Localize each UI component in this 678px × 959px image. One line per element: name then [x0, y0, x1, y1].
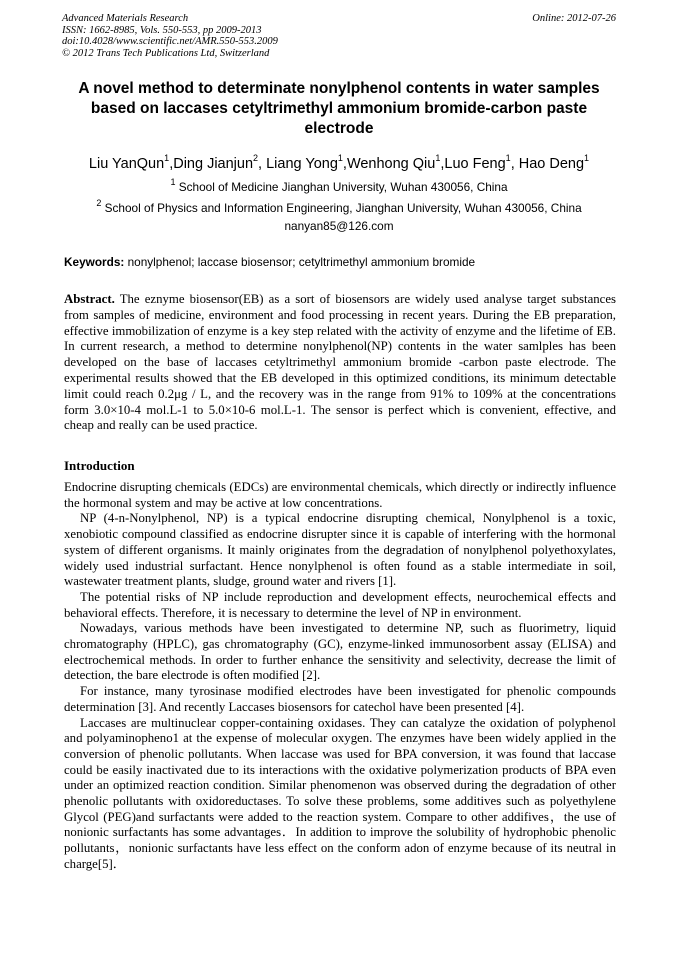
journal-copyright: © 2012 Trans Tech Publications Ltd, Switzerland	[62, 47, 270, 59]
affiliation-text: School of Physics and Information Engineering, Jianghan University, Wuhan 430056, China	[104, 200, 582, 215]
paragraph: Laccases are multinuclear copper-containing oxidases. They can catalyze the oxidation of polyphenol and polyaminopheno1 at the expense of molecular oxygen. The enzymes have been widely applied in the conversion of phenolic pollutants. When laccase was used for BPA conversion, it was found that laccase could be easily inactivated due to its interactions with the oxidative polymerization products of BPA even under an optimized reaction condition. Similar phenomenon was observed during the degradation of other phenolic pollutants with oxidoreductases. To solve these problems, some additives such as polyethylene Glycol (PEG)and surfactants were added to the reaction system. Compare to other addifives，the use of nonionic surfactants has some advantages．In addition to improve the solubility of hydrophobic phenolic pollutants，nonionic surfactants have less effect on the conform adon of enzyme because of its neutral in charge[5]．	[64, 715, 616, 871]
author-list: Liu YanQun$^1$,Ding Jianjun$^2$, Liang Yong$^1$,Wenhong Qiu$^1$,Luo Feng$^1$, Hao Deng$^1$	[88, 153, 590, 172]
abstract-text: The eznyme biosensor(EB) as a sort of biosensors are widely used analyse target substances from samples of medicine, environment and food processing in recent years. During the EB preparation, effective immobilization of enzyme is a key step related with the activity of enzyme and the lifetime of EB. In current research, a method to determine nonylphenol(NP) contents in the water samlples has been developed on the base of laccases cetyltrimethyl ammonium bromide -carbon paste electrode. The experimental results showed that the EB developed in this optimized conditions, its minimum detectable limit could reach 0.2μg / L, and the recovery was in the range from 91% to 109% at the concentrations form 3.0×10-4 mol.L-1 to 5.0×10-6 mol.L-1. The sensor is perfect which is convenient, effective, and cheap and really can be used practice.	[64, 292, 616, 433]
abstract-label: Abstract.	[64, 292, 115, 306]
section-heading-introduction: Introduction	[64, 458, 135, 473]
online-date: Online: 2012-07-26	[532, 13, 616, 24]
author-affiliation-mark: 1	[164, 153, 170, 163]
introduction-body	[64, 480, 616, 873]
author-name: Ding Jianjun	[173, 155, 254, 172]
paragraph: The potential risks of NP include reproduction and development effects, neurochemical effects and behavioral effects. Therefore, it is necessary to determine the level of NP in environment.	[64, 589, 616, 620]
keywords-label: Keywords:	[64, 255, 125, 269]
paragraph: Endocrine disrupting chemicals (EDCs) are environmental chemicals, which directly or indirectly influence the hormonal system and may be active at low concentrations.	[64, 480, 616, 510]
affiliation-1	[62, 176, 616, 195]
journal-header	[62, 13, 616, 59]
affiliation-number: 2	[96, 198, 102, 208]
author-affiliation-mark: 1	[584, 153, 590, 163]
paragraph: For instance, many tyrosinase modified electrodes have been investigated for phenolic compounds determination [3]. And recently Laccases biosensors for catechol have been presented [4].	[64, 684, 616, 714]
author-name: Liu YanQun	[88, 155, 165, 172]
author-email[interactable]: nanyan85@126.com	[284, 219, 394, 233]
author-name: Liang Yong	[266, 155, 338, 172]
keywords	[64, 255, 616, 270]
paper-title: A novel method to determinate nonylphenol contents in water samples based on laccases cetyltrimethyl ammonium bromide-carbon paste electrode	[78, 80, 600, 137]
affiliation-number: 1	[170, 177, 176, 187]
journal-name: Advanced Materials Research	[62, 13, 189, 24]
keywords-text: nonylphenol; laccase biosensor; cetyltrimethyl ammonium bromide	[127, 255, 476, 269]
affiliation-text: School of Medicine Jianghan University, Wuhan 430056, China	[178, 179, 508, 194]
author-affiliation-mark: 2	[253, 153, 259, 163]
author-affiliation-mark: 1	[337, 153, 343, 163]
author-name: Wenhong Qiu	[346, 155, 436, 172]
journal-issn: ISSN: 1662-8985, Vols. 550-553, pp 2009-2013	[62, 24, 262, 36]
author-name: Hao Deng	[518, 155, 585, 172]
author-affiliation-mark: 1	[505, 153, 511, 163]
abstract	[64, 292, 616, 434]
paragraph: Nowadays, various methods have been investigated to determine NP, such as fluorimetry, liquid chromatography (HPLC), gas chromatography (GC), enzyme-linked immunosorbent assay (ELISA) and electrochemical methods. In order to further enhance the sensitivity and selectivity, decrease the limit of detection, the bare electrode is often modified [2].	[64, 621, 616, 683]
paragraph: NP (4-n-Nonylphenol, NP) is a typical endocrine disrupting chemical, Nonylphenol is a toxic, xenobiotic compound classified as endocrine disrupter since it is capable of interfering with the hormonal system of different organisms. It mainly originates from the degradation of nonylphenol polyethoxylates, widely used industrial surfactant. Hence nonylphenol is often found as a stable intermediate in soil, wastewater treatment plants, sludge, ground water and rivers [1].	[64, 511, 616, 589]
journal-doi: doi:10.4028/www.scientific.net/AMR.550-553.2009	[62, 36, 278, 47]
affiliation-2	[62, 197, 616, 216]
author-name: Luo Feng	[444, 155, 506, 172]
author-affiliation-mark: 1	[435, 153, 441, 163]
